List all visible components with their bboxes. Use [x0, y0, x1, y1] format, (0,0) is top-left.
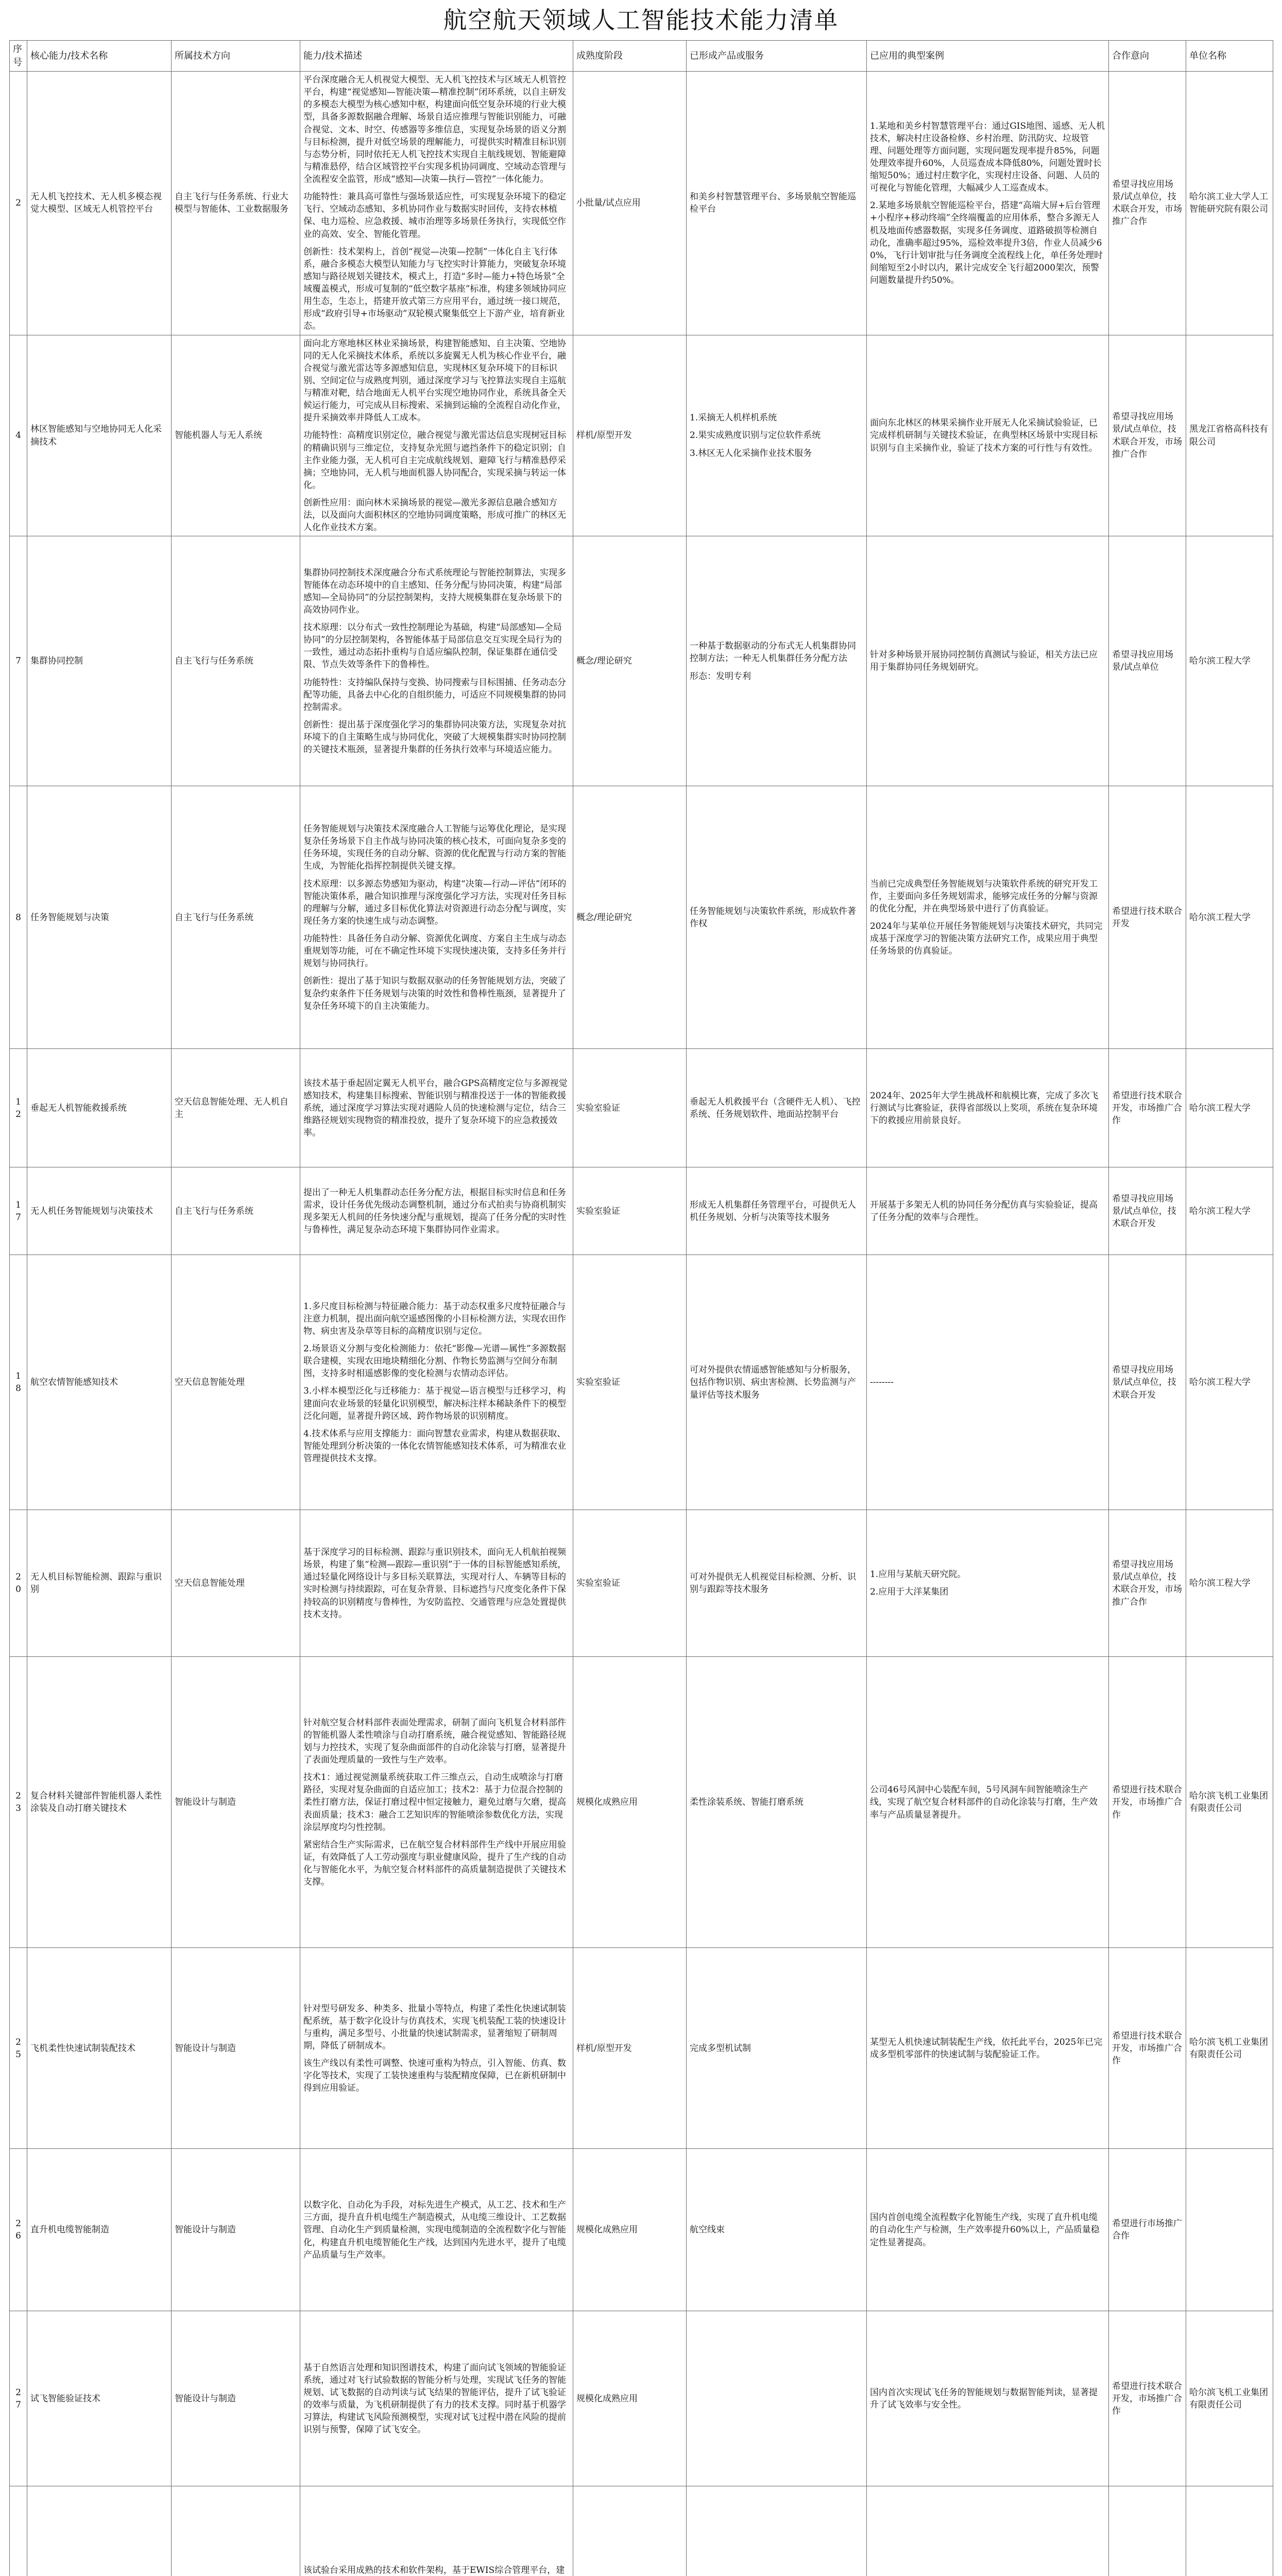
- typical-cases: [867, 1049, 1109, 1167]
- products-services-paragraph: 航空线束: [690, 2225, 725, 2235]
- capability-description-paragraph: 功能特性：高精度识别定位，融合视觉与激光雷达信息实现树冠目标的精确识别与三维定位，支持复杂光照与遮挡条件下的稳定识别；自主作业能力强，无人机可自主完成航线规划、避障飞行与精准悬停采摘；空地协同，无人机与地面机器人协同配合，实现采摘与转运一体化。: [303, 430, 566, 490]
- capability-description-paragraph: 3.小样本模型泛化与迁移能力：基于视觉—语言模型与迁移学习，构建面向农业场景的轻量化识别模型，解决标注样本稀缺条件下的模型泛化问题，显著提升跨区域、跨作物场景的识别精度。: [303, 1386, 566, 1421]
- row-number: 20: [10, 1510, 27, 1657]
- products-services-paragraph: 形成无人机集群任务管理平台，可提供无人机任务规划、分析与决策等技术服务: [690, 1199, 856, 1223]
- capability-description: [300, 2486, 573, 2576]
- typical-cases-paragraph: 国内首次实现试飞任务的智能规划与数据智能判读，显著提升了试飞效率与安全性。: [870, 2387, 1098, 2410]
- organization-name: 哈尔滨工业大学人工智能研究院有限公司: [1186, 72, 1273, 335]
- row-number: 7: [10, 536, 27, 786]
- table-row: [10, 786, 1273, 1049]
- maturity-stage: 样机/原型开发: [573, 1948, 687, 2149]
- tech-direction: [172, 2486, 300, 2576]
- maturity-stage: 概念/理论研究: [573, 536, 687, 786]
- capability-description-paragraph: 针对型号研发多、种类多、批量小等特点，构建了柔性化快速试制装配系统，基于数字化设计与仿真技术，实现飞机装配工装的快速设计与重构，满足多型号、小批量的快速试制需求，显著缩短了研制周期，降低了研制成本。: [303, 2003, 566, 2051]
- typical-cases-paragraph: 当前已完成典型任务智能规划与决策软件系统的研究开发工作，主要面向多任务规划需求，能够完成任务的分解与资源的优化分配，并在典型场景中进行了仿真验证。: [870, 878, 1098, 914]
- capability-description-paragraph: 创新性：提出了基于知识与数据双驱动的任务智能规划方法，突破了复杂约束条件下任务规划与决策的时效性和鲁棒性瓶颈，显著提升了复杂任务环境下的自主决策能力。: [303, 976, 566, 1011]
- header-maturity: 成熟度阶段: [573, 41, 687, 72]
- typical-cases-paragraph: 2024年与某单位开展任务智能规划与决策技术研究，共同完成基于深度学习的智能决策方法研究工作，成果应用于典型任务场景的仿真验证。: [870, 921, 1103, 957]
- capability-name: 无人机飞控技术、无人机多模态视觉大模型、区域无人机管控平台: [27, 72, 172, 335]
- typical-cases-paragraph: 2.应用于大洋某集团: [870, 1587, 949, 1598]
- organization-name: 哈尔滨飞机工业集团有限责任公司: [1186, 1657, 1273, 1948]
- organization-name: 哈尔滨飞机工业集团有限责任公司: [1186, 2311, 1273, 2486]
- header-description: 能力/技术描述: [300, 41, 573, 72]
- products-services-paragraph: 形态：发明专利: [690, 671, 751, 682]
- capability-description-paragraph: 紧密结合生产实际需求，已在航空复合材料部件生产线中开展应用验证，有效降低了人工劳动强度与职业健康风险，提升了生产线的自动化与智能化水平，为航空复合材料部件的高质量制造提供了关键技术支撑。: [303, 1839, 566, 1888]
- products-services-paragraph: 2.果实成熟度识别与定位软件系统: [690, 430, 821, 441]
- typical-cases-paragraph: 针对多种场景开展协同控制仿真测试与验证，相关方法已应用于集群协同任务规划研究。: [870, 650, 1098, 673]
- typical-cases: [867, 335, 1109, 536]
- typical-cases-paragraph: 1.应用与某航天研究院。: [870, 1569, 966, 1580]
- capability-description-paragraph: 任务智能规划与决策技术深度融合人工智能与运筹优化理论，是实现复杂任务场景下自主作战与协同决策的核心技术，可面向复杂多变的任务环境，实现任务的自动分解、资源的优化配置与行动方案的智能生成，为智能化指挥控制提供关键支撑。: [303, 824, 566, 872]
- typical-cases-paragraph: --------: [870, 1377, 894, 1388]
- table-header-row: [10, 41, 1273, 72]
- cooperation-intent: 希望寻找应用场景/试点单位，技术联合开发，市场推广合作: [1109, 335, 1186, 536]
- tech-direction: 空天信息智能处理: [172, 1255, 300, 1510]
- typical-cases-paragraph: 2024年、2025年大学生挑战杯和航模比赛，完成了多次飞行测试与比赛验证，获得省部级以上奖项，系统在复杂环境下的救援应用前景良好。: [870, 1090, 1099, 1126]
- products-services: [687, 1657, 867, 1948]
- row-number: 27: [10, 2311, 27, 2486]
- capability-name: 集群协同控制: [27, 536, 172, 786]
- cooperation-intent: 希望寻找应用场景/试点单位，技术联合开发: [1109, 1167, 1186, 1255]
- capability-description-paragraph: 集群协同控制技术深度融合分布式系统理论与智能控制算法，实现多智能体在动态环境中的自主感知、任务分配与协同决策，构建“局部感知—全局协同”的分层控制架构，支持大规模集群在复杂场景下的高效协同作业。: [303, 567, 566, 615]
- typical-cases-paragraph: 公司46号风洞中心装配车间，5号风洞车间智能喷涂生产线，实现了航空复合材料部件的自动化涂装与打磨，生产效率与产品质量显著提升。: [870, 1785, 1098, 1820]
- products-services-paragraph: 1.采摘无人机样机系统: [690, 413, 777, 423]
- maturity-stage: 实验室验证: [573, 1510, 687, 1657]
- capability-description-paragraph: 技术原理：以分布式一致性控制理论为基础，构建“局部感知—全局协同”的分层控制架构，各智能体基于局部信息交互实现全局行为的一致性，通过动态拓扑重构与自适应编队控制，保证集群在通信受限、节点失效等条件下的鲁棒性。: [303, 622, 562, 670]
- header-intent: 合作意向: [1109, 41, 1186, 72]
- cooperation-intent: [1109, 2486, 1186, 2576]
- organization-name: 哈尔滨工程大学: [1186, 1167, 1273, 1255]
- typical-cases: [867, 786, 1109, 1049]
- capability-description-paragraph: 创新性应用：面向林木采摘场景的视觉—激光多源信息融合感知方法，以及面向大面积林区的空地协同调度策略，形成可推广的林区无人化作业技术方案。: [303, 498, 566, 533]
- table-row: [10, 1510, 1273, 1657]
- capability-description-paragraph: 1.多尺度目标检测与特征融合能力：基于动态权重多尺度特征融合与注意力机制，提出面向航空遥感图像的小目标检测方法，实现农田作物、病虫害及杂草等目标的高精度识别与定位。: [303, 1301, 566, 1336]
- products-services: [687, 2486, 867, 2576]
- capability-description-paragraph: 提出了一种无人机集群动态任务分配方法，根据目标实时信息和任务需求，设计任务优先级动态调整机制，通过分布式拍卖与协商机制实现多架无人机间的任务快速分配与重规划，提高了任务分配的实时性与鲁棒性，满足复杂动态环境下集群协同作业需求。: [303, 1187, 566, 1235]
- table-row: [10, 2149, 1273, 2311]
- table-row: [10, 72, 1273, 335]
- products-services-paragraph: 可对外提供农情遥感智能感知与分析服务，包括作物识别、病虫害检测、长势监测与产量评估等技术服务: [690, 1365, 856, 1400]
- organization-name: [1186, 2486, 1273, 2576]
- tech-direction: 智能设计与制造: [172, 2149, 300, 2311]
- products-services: [687, 1510, 867, 1657]
- products-services-paragraph: 柔性涂装系统、智能打磨系统: [690, 1797, 804, 1808]
- products-services-paragraph: 垂起无人机救援平台（含硬件无人机）、飞控系统、任务规划软件、地面站控制平台: [690, 1096, 861, 1120]
- typical-cases: [867, 1167, 1109, 1255]
- organization-name: 黑龙江省格高科技有限公司: [1186, 335, 1273, 536]
- products-services-paragraph: 可对外提供无人机视觉目标检测、分析、识别与跟踪等技术服务: [690, 1572, 856, 1595]
- products-services-paragraph: 3.林区无人化采摘作业技术服务: [690, 448, 812, 459]
- capability-description: [300, 786, 573, 1049]
- header-products: 已形成产品或服务: [687, 41, 867, 72]
- capability-description-paragraph: 以数字化、自动化为手段，对标先进生产模式，从工艺、技术和生产三方面，提升直升机电缆生产制造模式，从电缆三维设计、工艺数据管理、自动化生产到质量检测，实现电缆制造的全流程数字化与智能化，构建直升机电缆智能化生产线，达到国内先进水平，提升了电缆产品质量与生产效率。: [303, 2200, 566, 2260]
- header-no: 序号: [10, 41, 27, 72]
- typical-cases: [867, 2311, 1109, 2486]
- capability-name: [27, 2486, 172, 2576]
- capability-description-paragraph: 平台深度融合无人机视觉大模型、无人机飞控技术与区域无人机管控平台，构建“视觉感知—智能决策—精准控制”闭环系统，以自主研发的多模态大模型为核心感知中枢，构建面向低空复杂环境的行业大模型，具备多源数据融合理解、场景自适应推理与智能识别能力，可融合视觉、文本、时空、传感器等多维信息，实现复杂场景的语义分割与目标检测，提升对低空场景的理解能力，可提供实时精准目标识别与态势分析，同时依托无人机飞控技术实现自主航线规划、智能避障与精准悬停，结合区域管控平台实现多机协同调度、空域动态管理与全流程安全监管，形成“感知—决策—执行—管控”一体化能力。: [303, 75, 567, 185]
- capability-description-paragraph: 技术原理：以多源态势感知为驱动，构建“决策—行动—评估”闭环的智能决策体系，融合知识推理与深度强化学习方法，实现对任务目标的理解与分解，通过多目标优化算法对资源进行动态分配与调度，实现任务方案的快速生成与动态调整。: [303, 878, 567, 926]
- typical-cases: [867, 1948, 1109, 2149]
- products-services: [687, 1255, 867, 1510]
- header-name: 核心能力/技术名称: [27, 41, 172, 72]
- products-services: [687, 1167, 867, 1255]
- row-number: 12: [10, 1049, 27, 1167]
- products-services-paragraph: 和美乡村智慧管理平台、多场景航空智能巡检平台: [690, 192, 856, 215]
- table-row: [10, 1049, 1273, 1167]
- products-services: [687, 2149, 867, 2311]
- row-number: 25: [10, 1948, 27, 2149]
- capability-description: [300, 1255, 573, 1510]
- capability-table: [9, 40, 1273, 2576]
- capability-description-paragraph: 功能特性：兼具高可靠性与强场景适应性，可实现复杂环境下的稳定飞行、空域动态感知、多机协同作业与数据实时回传，支持农林植保、电力巡检、应急救援、城市治理等多场景任务执行，实现低空作业的高效、安全、智能化管理。: [303, 192, 566, 240]
- capability-description: [300, 72, 573, 335]
- table-row: [10, 1948, 1273, 2149]
- capability-description-paragraph: 该生产线以有柔性可调整、快速可重构为特点，引入智能、仿真、数字化等技术，实现了工装快速重构与装配精度保障，已在新机研制中得到应用验证。: [303, 2058, 566, 2094]
- row-number: 26: [10, 2149, 27, 2311]
- header-org: 单位名称: [1186, 41, 1273, 72]
- maturity-stage: [573, 2486, 687, 2576]
- capability-description-paragraph: 针对航空复合材料部件表面处理需求，研制了面向飞机复合材料部件的智能机器人柔性喷涂与自动打磨系统，融合视觉感知、智能路径规划与力控技术，实现了复杂曲面部件的自动化涂装与打磨，显著提升了表面处理质量的一致性与生产效率。: [303, 1717, 566, 1766]
- table-row: [10, 1167, 1273, 1255]
- table-body: [10, 72, 1273, 2576]
- tech-direction: 自主飞行与任务系统、行业大模型与智能体、工业数据服务: [172, 72, 300, 335]
- products-services: [687, 1049, 867, 1167]
- cooperation-intent: 希望寻找应用场景/试点单位，技术联合开发，市场推广合作: [1109, 72, 1186, 335]
- cooperation-intent: 希望寻找应用场景/试点单位: [1109, 536, 1186, 786]
- tech-direction: 空天信息智能处理: [172, 1510, 300, 1657]
- capability-description: [300, 1948, 573, 2149]
- products-services-paragraph: 任务智能规划与决策软件系统，形成软件著作权: [690, 906, 856, 929]
- capability-name: 无人机目标智能检测、跟踪与重识别: [27, 1510, 172, 1657]
- capability-description: [300, 2149, 573, 2311]
- tech-direction: 智能设计与制造: [172, 2311, 300, 2486]
- tech-direction: 智能机器人与无人系统: [172, 335, 300, 536]
- capability-description: [300, 536, 573, 786]
- capability-description-paragraph: 面向北方寒地林区林业采摘场景，构建智能感知、自主决策、空地协同的无人化采摘技术体系，系统以多旋翼无人机为核心作业平台，融合视觉与激光雷达等多源感知信息，实现林区复杂环境下的目标识别、空间定位与成熟度判别，通过深度学习与飞控算法实现自主巡航与精准对靶，结合地面无人机平台实现空地协同作业，系统具备全天候运行能力，可完成从目标搜索、采摘到运输的全流程自动化作业，提升采摘效率并降低人工成本。: [303, 338, 566, 423]
- cooperation-intent: 希望进行技术联合开发: [1109, 786, 1186, 1049]
- organization-name: 哈尔滨工程大学: [1186, 786, 1273, 1049]
- maturity-stage: 实验室验证: [573, 1049, 687, 1167]
- capability-description-paragraph: 基于自然语言处理和知识图谱技术，构建了面向试飞领域的智能验证系统，通过对飞行试验数据的智能分析与处理，实现试飞任务的智能规划、试飞数据的自动判读与试飞结果的智能评估，提升了试飞验证的效率与质量，为飞机研制提供了有力的技术支撑。同时基于机器学习算法，构建试飞风险预测模型，实现对试飞过程中潜在风险的提前识别与预警，保障了试飞安全。: [303, 2362, 566, 2435]
- cooperation-intent: 希望寻找应用场景/试点单位，技术联合开发: [1109, 1255, 1186, 1510]
- typical-cases-paragraph: 开展基于多架无人机的协同任务分配仿真与实验验证，提高了任务分配的效率与合理性。: [870, 1199, 1098, 1223]
- table-row: [10, 1657, 1273, 1948]
- row-number: [10, 2486, 27, 2576]
- organization-name: 哈尔滨工程大学: [1186, 1255, 1273, 1510]
- capability-description: [300, 1657, 573, 1948]
- row-number: 4: [10, 335, 27, 536]
- products-services: [687, 786, 867, 1049]
- typical-cases: [867, 2149, 1109, 2311]
- capability-name: 林区智能感知与空地协同无人化采摘技术: [27, 335, 172, 536]
- row-number: 18: [10, 1255, 27, 1510]
- tech-direction: 自主飞行与任务系统: [172, 786, 300, 1049]
- typical-cases-paragraph: 面向东北林区的林果采摘作业开展无人化采摘试验验证，已完成样机研制与关键技术验证，在典型林区场景中实现目标识别与自主采摘作业，验证了技术方案的可行性与有效性。: [870, 418, 1098, 453]
- maturity-stage: 实验室验证: [573, 1167, 687, 1255]
- capability-description-paragraph: 创新性：技术架构上，首创“视觉—决策—控制”一体化自主飞行体系，融合多模态大模型认知能力与飞控实时计算能力，突破复杂环境感知与路径规划关键技术，模式上，打造“多时—能力+特色场景”全域覆盖模式，形成可复制的“低空数字基座”标准，构建多领域协同应用生态，生态上，搭建开放式第三方应用平台，通过统一接口规范，形成“政府引导+市场驱动”双轮模式聚集低空上下游产业，培育新业态。: [303, 246, 567, 332]
- typical-cases: [867, 536, 1109, 786]
- table-row: [10, 536, 1273, 786]
- maturity-stage: 规模化成熟应用: [573, 1657, 687, 1948]
- typical-cases: [867, 1510, 1109, 1657]
- capability-description: [300, 2311, 573, 2486]
- capability-description: [300, 1049, 573, 1167]
- table-row: [10, 335, 1273, 536]
- capability-description-paragraph: 该试验台采用成熟的技术和软件架构，基于EWIS综合管理平台，建: [303, 2565, 565, 2576]
- cooperation-intent: 希望进行市场推广合作: [1109, 2149, 1186, 2311]
- organization-name: 哈尔滨工程大学: [1186, 1510, 1273, 1657]
- row-number: 8: [10, 786, 27, 1049]
- typical-cases: [867, 72, 1109, 335]
- tech-direction: 智能设计与制造: [172, 1948, 300, 2149]
- row-number: 23: [10, 1657, 27, 1948]
- typical-cases-paragraph: 1.某地和美乡村智慧管理平台：通过GIS地图、遥感、无人机技术，解决村庄设备检修、乡村治理、防汛防灾、垃圾管理、问题处理等方面问题，实现问题发现率提升85%，问题处理效率提升60%，人员巡查成本降低80%，问题处置时长缩短50%；通过村庄数字化，实现村庄设备、问题、人员的可视化与智能化管理，大幅减少人工巡查成本。: [870, 121, 1105, 194]
- organization-name: 哈尔滨飞机工业集团有限责任公司: [1186, 1948, 1273, 2149]
- maturity-stage: 规模化成熟应用: [573, 2311, 687, 2486]
- header-direction: 所属技术方向: [172, 41, 300, 72]
- tech-direction: 空天信息智能处理、无人机自主: [172, 1049, 300, 1167]
- capability-description: [300, 335, 573, 536]
- cooperation-intent: 希望进行技术联合开发，市场推广合作: [1109, 1049, 1186, 1167]
- capability-name: 无人机任务智能规划与决策技术: [27, 1167, 172, 1255]
- tech-direction: 自主飞行与任务系统: [172, 536, 300, 786]
- capability-description: [300, 1510, 573, 1657]
- typical-cases-paragraph: 某型无人机快速试制装配生产线，依托此平台，2025年已完成多型机零部件的快速试制与装配验证工作。: [870, 2037, 1103, 2060]
- capability-name: 垂起无人机智能救援系统: [27, 1049, 172, 1167]
- organization-name: 哈尔滨工程大学: [1186, 536, 1273, 786]
- cooperation-intent: 希望进行技术联合开发，市场推广合作: [1109, 1657, 1186, 1948]
- capability-description: [300, 1167, 573, 1255]
- capability-description-paragraph: 2.场景语义分割与变化检测能力：依托“影像—光谱—属性”多源数据联合建模，实现农田地块精细化分割、作物长势监测与空间分布制图，支持多时相遥感影像的变化检测与农情动态评估。: [303, 1344, 566, 1379]
- capability-description-paragraph: 技术1：通过视觉测量系统获取工件三维点云，自动生成喷涂与打磨路径，实现对复杂曲面的自适应加工；技术2：基于力位混合控制的柔性打磨方法，保证打磨过程中恒定接触力，避免过磨与欠磨，提高表面质量；技术3：融合工艺知识库的智能喷涂参数优化方法，实现涂层厚度均匀性控制。: [303, 1772, 566, 1833]
- capability-name: 航空农情智能感知技术: [27, 1255, 172, 1510]
- products-services-paragraph: 一种基于数据驱动的分布式无人机集群协同控制方法；一种无人机集群任务分配方法: [690, 641, 856, 664]
- typical-cases: [867, 1255, 1109, 1510]
- capability-description-paragraph: 该技术基于垂起固定翼无人机平台，融合GPS高精度定位与多源视觉感知技术，构建集目标搜索、智能识别与精准投送于一体的智能救援系统，通过深度学习算法实现对遇险人员的快速检测与定位，结合三维路径规划实现物资的精准投放，提升了复杂环境下的应急救援效率。: [303, 1078, 568, 1139]
- capability-description-paragraph: 功能特性：支持编队保持与变换、协同搜索与目标围捕、任务动态分配等功能，具备去中心化的自组织能力，可适应不同规模集群的协同控制需求。: [303, 677, 566, 713]
- products-services: [687, 2311, 867, 2486]
- products-services: [687, 536, 867, 786]
- typical-cases-paragraph: 国内首创电缆全流程数字化智能生产线，实现了直升机电缆的自动化生产与检测，生产效率提升60%以上，产品质量稳定性显著提高。: [870, 2212, 1100, 2248]
- capability-name: 试飞智能验证技术: [27, 2311, 172, 2486]
- capability-name: 复合材料关键部件智能机器人柔性涂装及自动打磨关键技术: [27, 1657, 172, 1948]
- row-number: 17: [10, 1167, 27, 1255]
- maturity-stage: 规模化成熟应用: [573, 2149, 687, 2311]
- header-cases: 已应用的典型案例: [867, 41, 1109, 72]
- typical-cases-paragraph: 2.某地多场景航空智能巡检平台，搭建“高端大屏+后台管理+小程序+移动终端”全终端覆盖的应用体系，整合多源无人机及地面传感器数据，实现多任务调度、道路破损等检测自动化，准确率超过95%，巡检效率提升3倍，作业人员减少60%，飞行计划审批与任务调度全流程线上化，单任务处理时间缩短至2小时以内，累计完成安全飞行超2000架次，预警问题数量提升约50%。: [870, 200, 1103, 286]
- typical-cases: [867, 1657, 1109, 1948]
- maturity-stage: 概念/理论研究: [573, 786, 687, 1049]
- capability-name: 直升机电缆智能制造: [27, 2149, 172, 2311]
- products-services-paragraph: 完成多型机试制: [690, 2043, 751, 2054]
- tech-direction: 智能设计与制造: [172, 1657, 300, 1948]
- maturity-stage: 小批量/试点应用: [573, 72, 687, 335]
- table-row: [10, 1255, 1273, 1510]
- organization-name: [1186, 2149, 1273, 2311]
- capability-description-paragraph: 功能特性：具备任务自动分解、资源优化调度、方案自主生成与动态重规划等功能，可在不确定性环境下实现快速决策，支持多任务并行规划与协同执行。: [303, 934, 566, 969]
- tech-direction: 自主飞行与任务系统: [172, 1167, 300, 1255]
- cooperation-intent: 希望进行技术联合开发，市场推广合作: [1109, 2311, 1186, 2486]
- cooperation-intent: 希望进行技术联合开发，市场推广合作: [1109, 1948, 1186, 2149]
- products-services: [687, 72, 867, 335]
- capability-description-paragraph: 基于深度学习的目标检测、跟踪与重识别技术，面向无人机航拍视频场景，构建了集“检测—跟踪—重识别”于一体的目标智能感知系统，通过轻量化网络设计与多目标关联算法，实现对行人、车辆等目标的实时检测与持续跟踪，可在复杂背景、目标遮挡与尺度变化条件下保持较高的识别精度与鲁棒性，为安防监控、交通管理与应急处置提供技术支持。: [303, 1547, 567, 1620]
- capability-name: 任务智能规划与决策: [27, 786, 172, 1049]
- page-title: 航空航天领域人工智能技术能力清单: [443, 6, 839, 34]
- typical-cases: [867, 2486, 1109, 2576]
- products-services: [687, 335, 867, 536]
- table-row: [10, 2486, 1273, 2576]
- row-number: 2: [10, 72, 27, 335]
- capability-description-paragraph: 创新性：提出基于深度强化学习的集群协同决策方法，实现复杂对抗环境下的自主策略生成与协同优化，突破了大规模集群实时协同控制的关键技术瓶颈，显著提升集群的任务执行效率与环境适应能力。: [303, 719, 566, 755]
- maturity-stage: 实验室验证: [573, 1255, 687, 1510]
- organization-name: 哈尔滨工程大学: [1186, 1049, 1273, 1167]
- cooperation-intent: 希望寻找应用场景/试点单位，技术联合开发，市场推广合作: [1109, 1510, 1186, 1657]
- maturity-stage: 样机/原型开发: [573, 335, 687, 536]
- products-services: [687, 1948, 867, 2149]
- capability-description-paragraph: 4.技术体系与应用支撑能力：面向智慧农业需求，构建从数据获取、智能处理到分析决策的一体化农情智能感知技术体系，可为精准农业管理提供技术支撑。: [303, 1428, 566, 1464]
- capability-name: 飞机柔性快速试制装配技术: [27, 1948, 172, 2149]
- table-row: [10, 2311, 1273, 2486]
